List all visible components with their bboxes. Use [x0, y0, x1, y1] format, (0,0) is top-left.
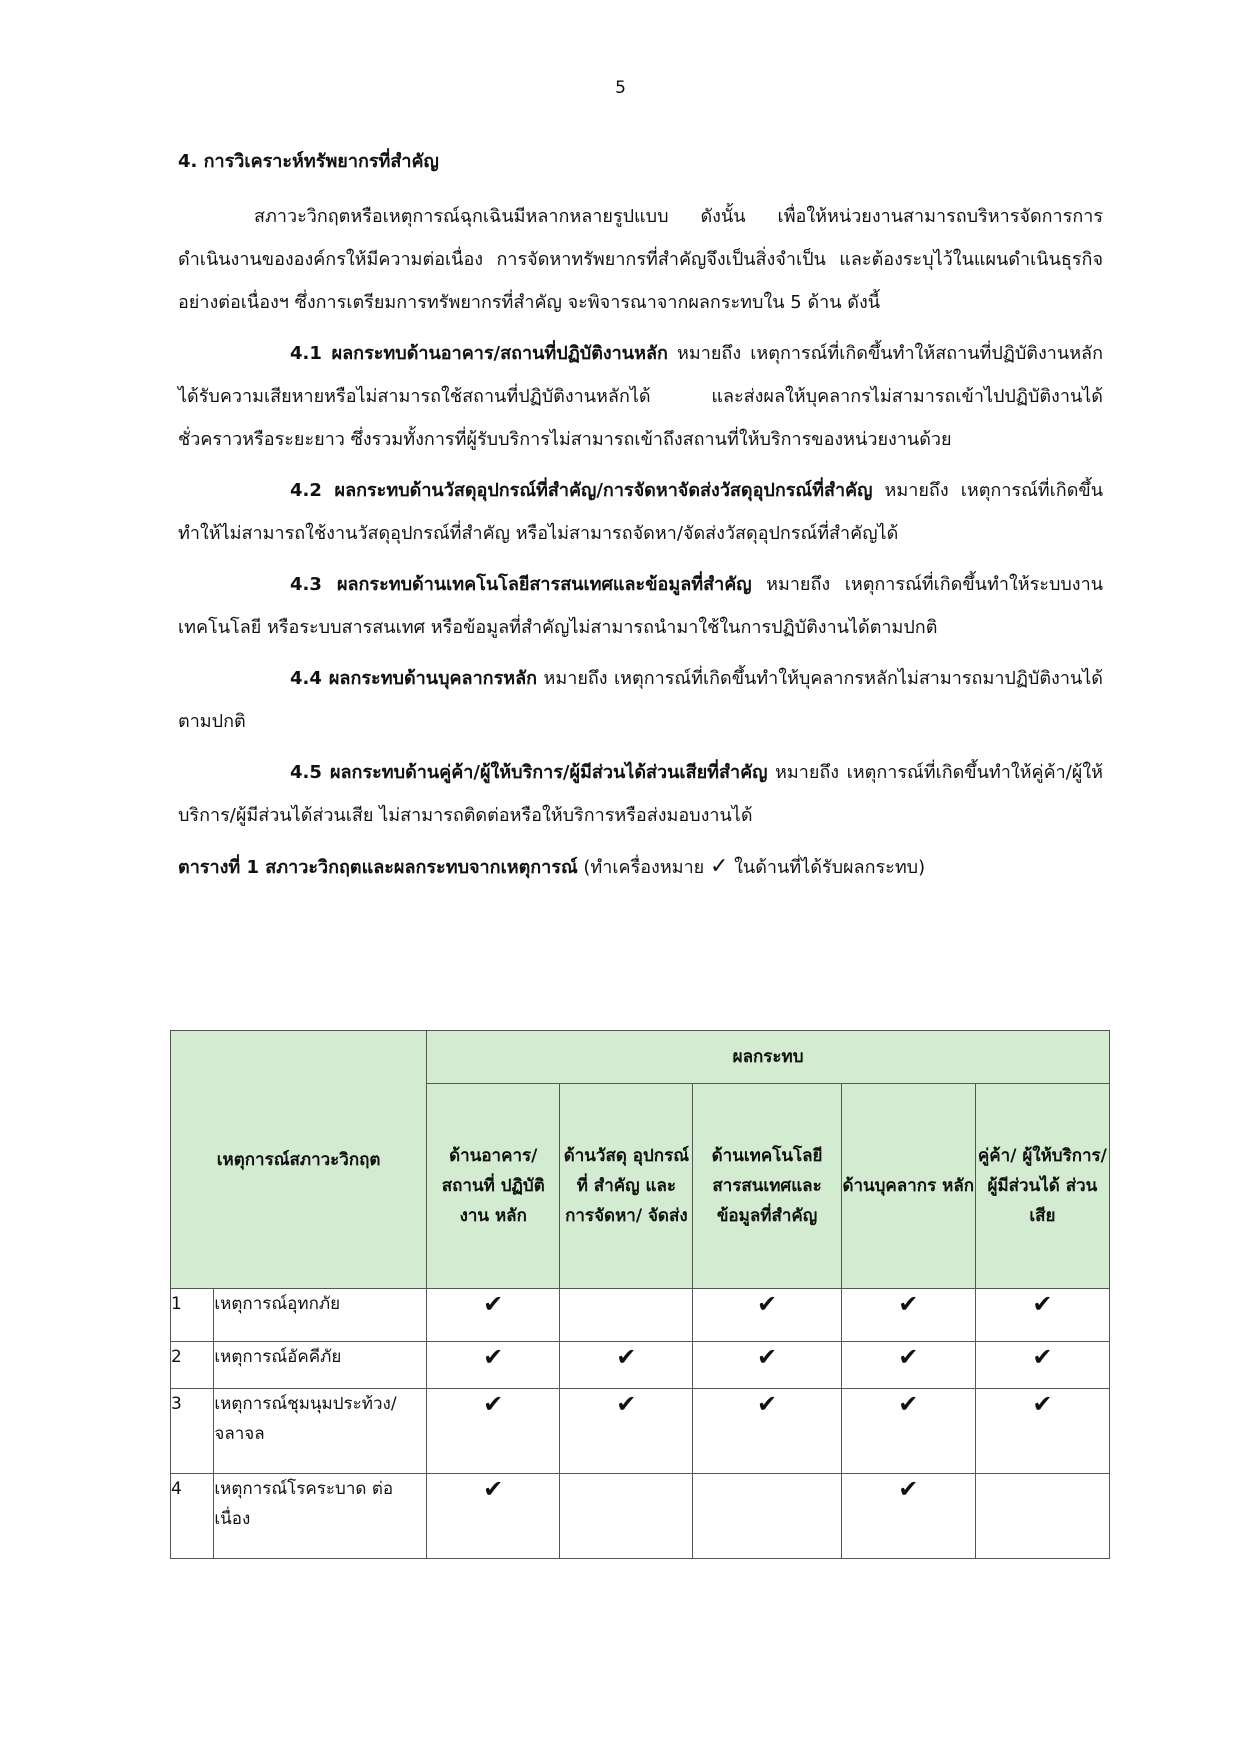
check-mark-icon: ✔ [975, 1342, 1109, 1389]
check-mark-icon: ✔ [560, 1389, 693, 1474]
check-mark-icon: ✔ [693, 1342, 841, 1389]
check-mark-icon: ✔ [560, 1342, 693, 1389]
table-caption-note: (ทำเครื่องหมาย [577, 857, 710, 878]
impact-table [170, 1030, 1110, 1559]
page-number: 5 [615, 78, 626, 98]
impact-item-title: 4.1 ผลกระทบด้านอาคาร/สถานที่ปฏิบัติงานหลัก [290, 343, 668, 364]
document-body [178, 140, 1103, 901]
impact-item-text: หมายถึง เหตุการณ์ที่เกิดขึ้นทำให้ไม่สามารถใช้งานวัสดุอุปกรณ์ที่สำคัญ หรือไม่สามารถจัดหา/จัดส่งวัสดุอุปกรณ์ที่สำคัญได้ [178, 480, 1104, 544]
check-mark-icon: ✔ [427, 1289, 560, 1342]
table-caption-title: ตารางที่ 1 สภาวะวิกฤตและผลกระทบจากเหตุการณ์ [178, 857, 578, 878]
check-mark-icon [975, 1474, 1109, 1559]
impact-item-4-4 [178, 657, 1103, 743]
check-mark-icon: ✔ [841, 1389, 975, 1474]
header-event: เหตุการณ์สภาวะวิกฤต [171, 1031, 427, 1289]
header-stakeholders: คู่ค้า/ ผู้ให้บริการ/ ผู้มีส่วนได้ ส่วนเสีย [975, 1084, 1109, 1289]
check-mark-icon: ✔ [693, 1389, 841, 1474]
check-mark-icon: ✔ [975, 1389, 1109, 1474]
row-event: เหตุการณ์ชุมนุมประท้วง/ จลาจล [214, 1389, 427, 1474]
impact-item-text: หมายถึง เหตุการณ์ที่เกิดขึ้นทำให้สถานที่ปฏิบัติงานหลักได้รับความเสียหายหรือไม่สามารถใช้สถานที่ปฏิบัติงานหลักได้ และส่งผลให้บุคลากรไม่สามารถเข้าไปปฏิบัติงานได้ชั่วคราวหรือระยะยาว ซึ่งรวมทั้งการที่ผู้รับบริการไม่สามารถเข้าถึงสถานที่ให้บริการของหน่วยงานด้วย [178, 343, 1103, 450]
check-mark-icon [560, 1474, 693, 1559]
check-mark-icon: ✔ [427, 1389, 560, 1474]
row-event: เหตุการณ์อุทกภัย [214, 1289, 427, 1342]
row-number: 2 [171, 1342, 214, 1389]
row-number: 1 [171, 1289, 214, 1342]
table-row [171, 1474, 1110, 1559]
impact-item-title: 4.2 ผลกระทบด้านวัสดุอุปกรณ์ที่สำคัญ/การจัดหาจัดส่งวัสดุอุปกรณ์ที่สำคัญ [290, 480, 873, 501]
header-technology: ด้านเทคโนโลยี สารสนเทศและ ข้อมูลที่สำคัญ [693, 1084, 841, 1289]
table-row [171, 1289, 1110, 1342]
section-heading: 4. การวิเคราะห์ทรัพยากรที่สำคัญ [178, 151, 439, 172]
check-mark-icon: ✔ [841, 1342, 975, 1389]
check-mark-icon [560, 1289, 693, 1342]
check-mark-icon: ✔ [841, 1289, 975, 1342]
table-row [171, 1342, 1110, 1389]
intro-paragraph: สภาวะวิกฤตหรือเหตุการณ์ฉุกเฉินมีหลากหลายรูปแบบ ดังนั้น เพื่อให้หน่วยงานสามารถบริหารจัดการการดำเนินงานขององค์กรให้มีความต่อเนื่อง การจัดหาทรัพยากรที่สำคัญจึงเป็นสิ่งจำเป็น และต้องระบุไว้ในแผนดำเนินธุรกิจอย่างต่อเนื่องฯ ซึ่งการเตรียมการทรัพยากรที่สำคัญ จะพิจารณาจากผลกระทบใน 5 ด้าน ดังนี้ [178, 206, 1103, 313]
header-materials: ด้านวัสดุ อุปกรณ์ที่ สำคัญ และ การจัดหา/ จัดส่ง [560, 1084, 693, 1289]
check-mark-icon: ✔ [427, 1342, 560, 1389]
impact-item-4-3 [178, 563, 1103, 649]
row-number: 4 [171, 1474, 214, 1559]
impact-item-text: หมายถึง เหตุการณ์ที่เกิดขึ้นทำให้บุคลากรหลักไม่สามารถมาปฏิบัติงานได้ตามปกติ [178, 668, 1103, 732]
impact-item-title: 4.5 ผลกระทบด้านคู่ค้า/ผู้ให้บริการ/ผู้มีส่วนได้ส่วนเสียที่สำคัญ [290, 762, 768, 783]
check-mark-icon: ✔ [841, 1474, 975, 1559]
table-row [171, 1389, 1110, 1474]
check-mark-icon: ✓ [709, 854, 729, 879]
check-mark-icon: ✔ [693, 1289, 841, 1342]
impact-item-4-1 [178, 332, 1103, 461]
row-event: เหตุการณ์โรคระบาด ต่อเนื่อง [214, 1474, 427, 1559]
impact-item-title: 4.3 ผลกระทบด้านเทคโนโลยีสารสนเทศและข้อมูลที่สำคัญ [290, 574, 752, 595]
table-caption [178, 845, 1103, 889]
header-building: ด้านอาคาร/ สถานที่ ปฏิบัติงาน หลัก [427, 1084, 560, 1289]
impact-item-text: หมายถึง เหตุการณ์ที่เกิดขึ้นทำให้คู่ค้า/ผู้ให้บริการ/ผู้มีส่วนได้ส่วนเสีย ไม่สามารถติดต่อหรือให้บริการหรือส่งมอบงานได้ [178, 762, 1103, 826]
check-mark-icon: ✔ [975, 1289, 1109, 1342]
impact-item-4-5 [178, 751, 1103, 837]
table-caption-note-end: ในด้านที่ได้รับผลกระทบ) [728, 857, 926, 878]
header-impact: ผลกระทบ [427, 1031, 1110, 1084]
check-mark-icon [693, 1474, 841, 1559]
row-event: เหตุการณ์อัคคีภัย [214, 1342, 427, 1389]
row-number: 3 [171, 1389, 214, 1474]
impact-item-title: 4.4 ผลกระทบด้านบุคลากรหลัก [290, 668, 538, 689]
check-mark-icon: ✔ [427, 1474, 560, 1559]
header-personnel: ด้านบุคลากร หลัก [841, 1084, 975, 1289]
impact-item-4-2 [178, 469, 1103, 555]
impact-item-text: หมายถึง เหตุการณ์ที่เกิดขึ้นทำให้ระบบงานเทคโนโลยี หรือระบบสารสนเทศ หรือข้อมูลที่สำคัญไม่สามารถนำมาใช้ในการปฏิบัติงานได้ตามปกติ [178, 574, 1103, 638]
